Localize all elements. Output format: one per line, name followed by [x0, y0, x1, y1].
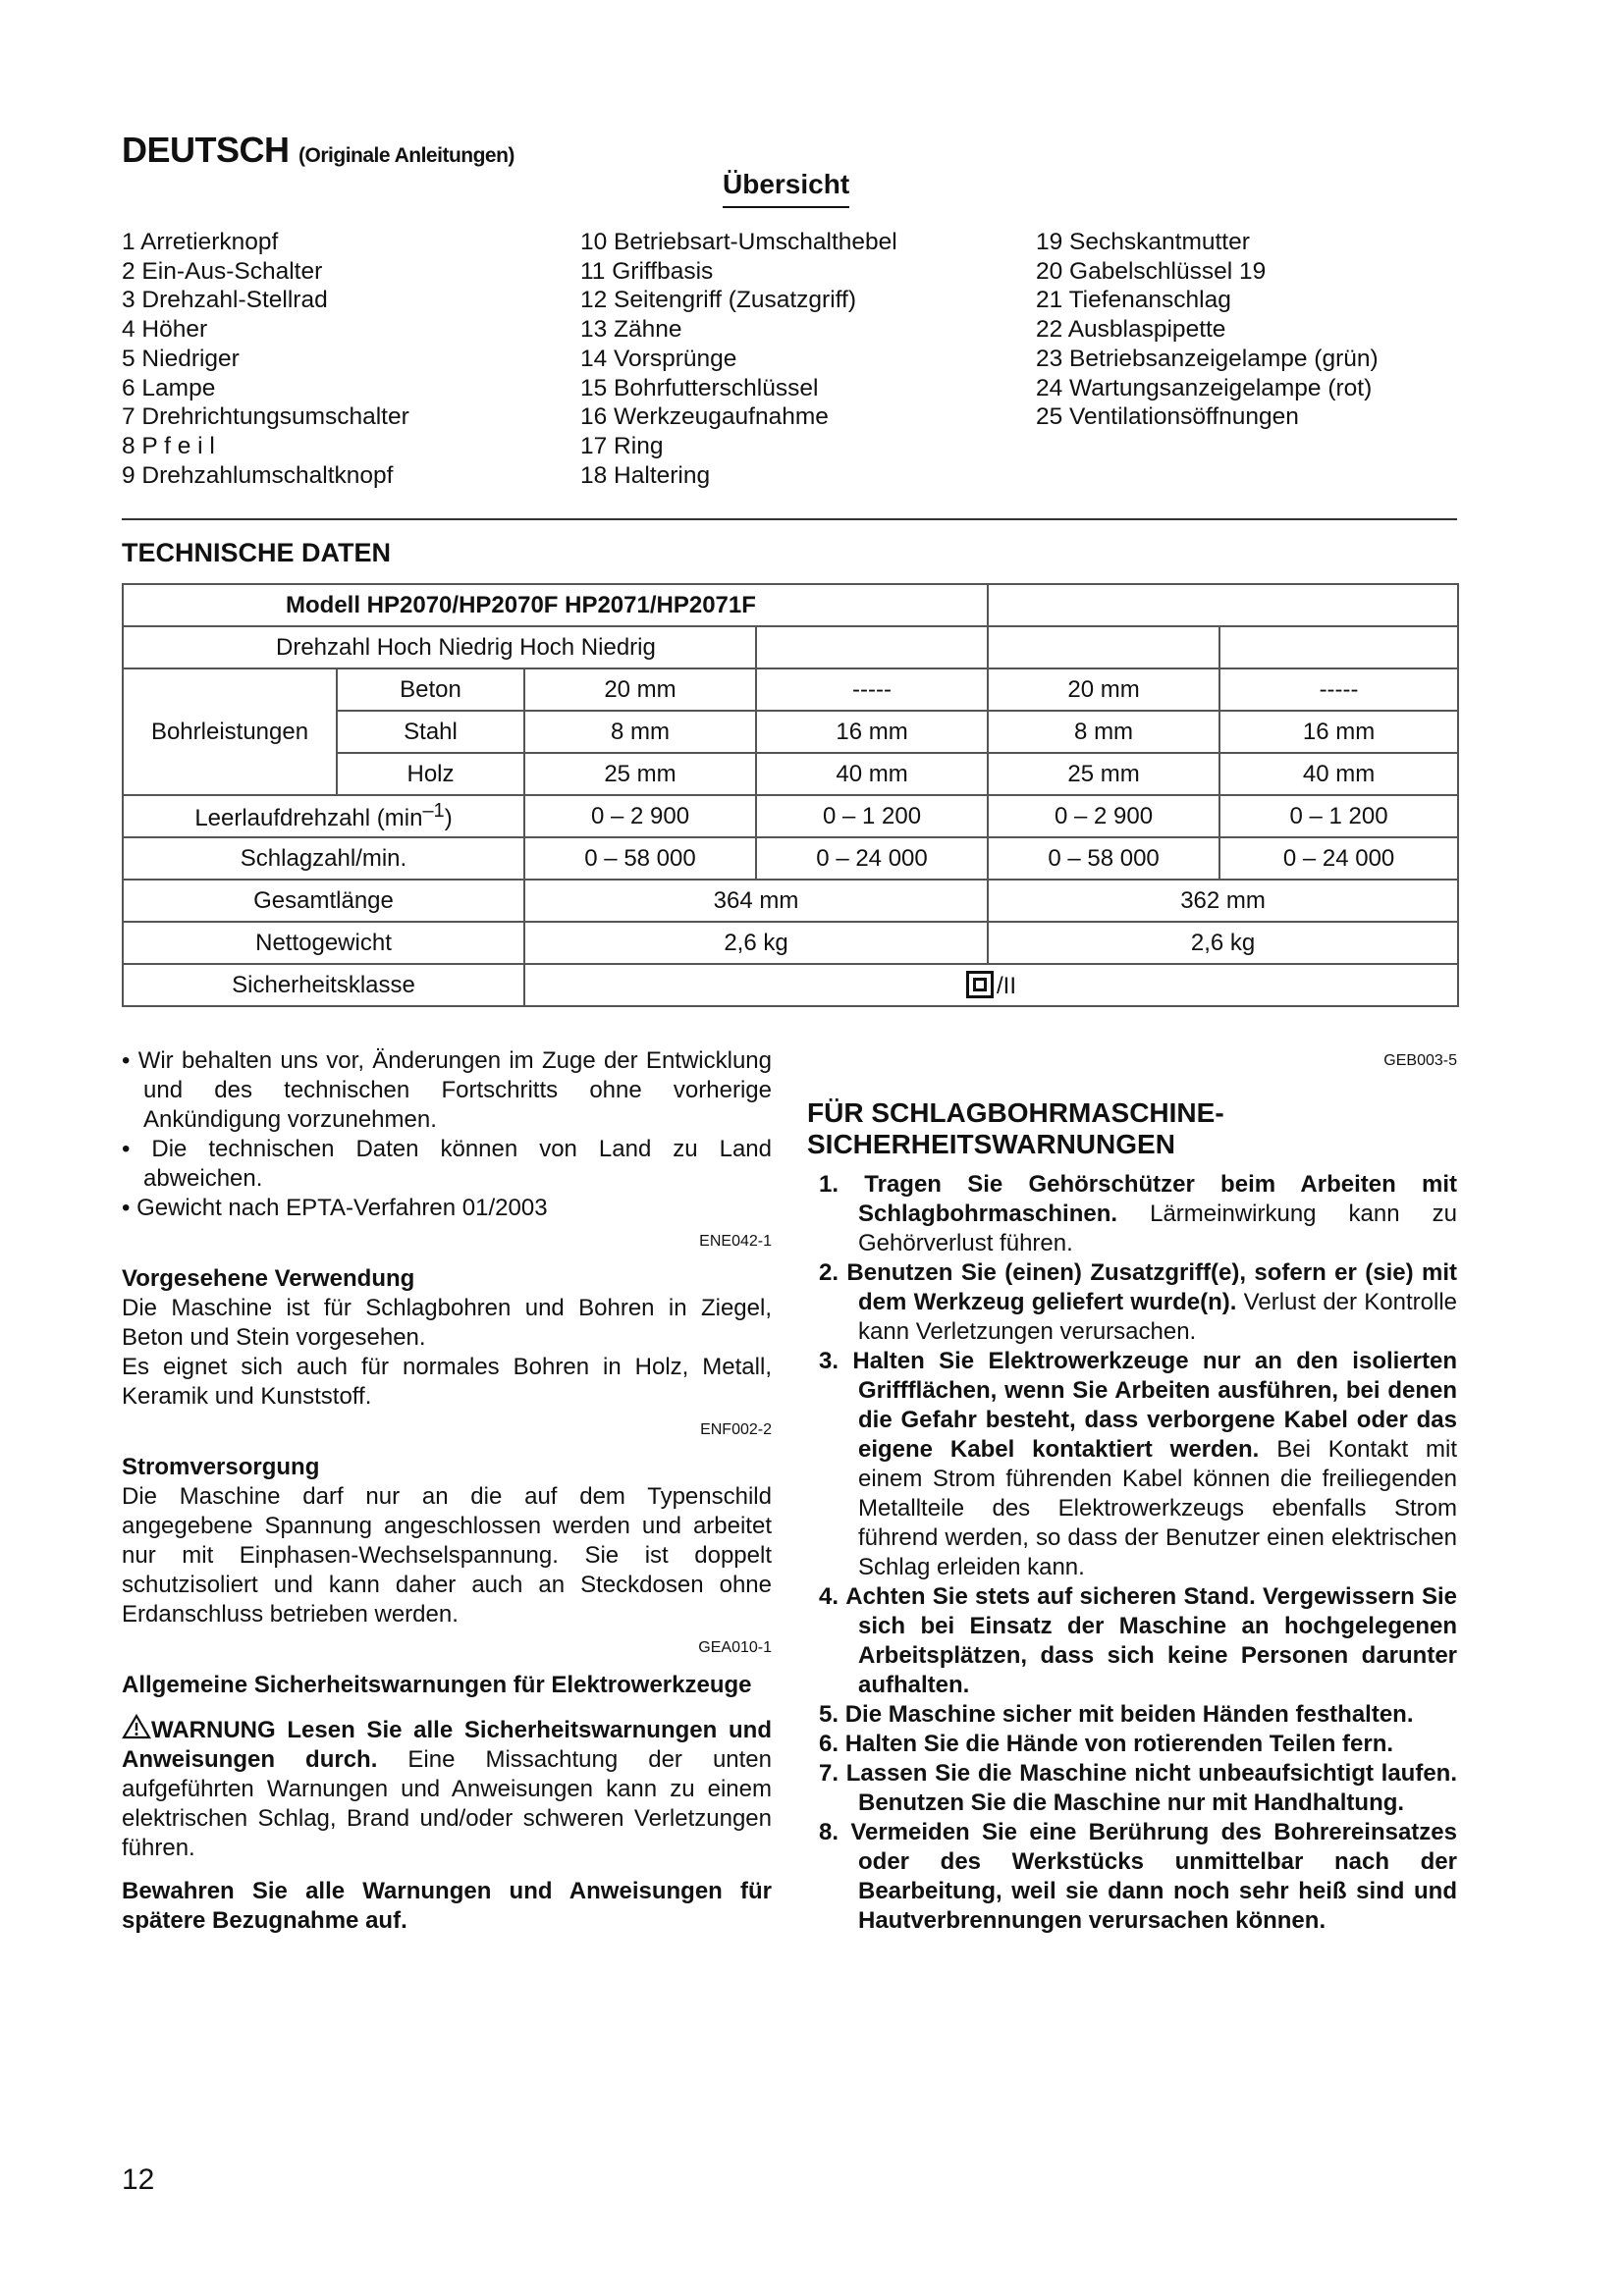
list-item: 13 Zähne	[580, 316, 682, 344]
list-item: 19 Sechskantmutter	[1036, 229, 1250, 255]
parts-list-col2	[580, 228, 897, 490]
paragraph: Es eignet sich auch für normales Bohren in Holz, Metall, Keramik und Kunststoff.	[122, 1354, 772, 1410]
table-cell: 364 mm	[524, 880, 988, 922]
table-cell: 20 mm	[988, 668, 1219, 711]
ref-code: GEB003-5	[1383, 1052, 1457, 1069]
table-cell: 16 mm	[1219, 711, 1458, 753]
section-language-heading	[122, 130, 514, 171]
table-cell: 2,6 kg	[988, 922, 1458, 964]
double-insulation-icon	[966, 971, 994, 998]
table-cell: 0 – 2 900	[524, 795, 756, 837]
section-heading: Allgemeine Sicherheitswarnungen für Elektrowerkzeuge	[122, 1672, 752, 1698]
list-item: 20 Gabelschlüssel 19	[1036, 257, 1267, 285]
ref-code: ENE042-1	[699, 1233, 772, 1250]
paragraph: Die Maschine ist für Schlagbohren und Bohren in Ziegel, Beton und Stein vorgesehen.	[122, 1295, 772, 1351]
table-cell	[988, 584, 1458, 626]
table-cell: 25 mm	[524, 753, 756, 795]
table-cell	[756, 626, 988, 668]
row-label	[123, 795, 524, 837]
list-item: 6 Lampe	[122, 374, 216, 401]
table-cell: 40 mm	[756, 753, 988, 795]
right-column	[807, 1046, 1457, 1936]
list-item: 2. Benutzen Sie (einen) Zusatzgriff(e), sofern er (sie) mit dem Werkzeug geliefert wurde(n). Verlust der Kontrolle kann Verletzungen verursachen.	[819, 1259, 1457, 1345]
label-sup: –1	[422, 800, 445, 822]
section-divider	[122, 518, 1457, 520]
list-item: • Die technischen Daten können von Land zu Land abweichen.	[122, 1136, 772, 1192]
list-item: 4. Achten Sie stets auf sicheren Stand. Vergewissern Sie sich bei Einsatz der Maschine an hochgelegenen Arbeitsplätzen, dass sich keine Personen darunter aufhalten.	[819, 1583, 1457, 1698]
list-item: 24 Wartungsanzeigelampe (rot)	[1036, 374, 1373, 401]
table-row	[123, 837, 1458, 880]
list-item: 15 Bohrfutterschlüssel	[580, 374, 819, 401]
list-item: 8 P f e i l	[122, 432, 215, 459]
list-item: 4 Höher	[122, 316, 208, 344]
list-item: 7 Drehrichtungsumschalter	[122, 403, 409, 431]
list-item: 25 Ventilationsöffnungen	[1036, 403, 1299, 431]
table-cell: 20 mm	[524, 668, 756, 711]
list-item: 14 Vorsprünge	[580, 345, 737, 372]
list-item: 2 Ein-Aus-Schalter	[122, 257, 323, 285]
ref-code: GEA010-1	[698, 1639, 772, 1656]
table-cell: 0 – 24 000	[1219, 837, 1458, 880]
list-item: 21 Tiefenanschlag	[1036, 287, 1231, 314]
table-row	[123, 626, 1458, 668]
table-cell: -----	[1219, 668, 1458, 711]
list-item: 9 Drehzahlumschaltknopf	[122, 461, 394, 489]
table-cell: 8 mm	[988, 711, 1219, 753]
safety-title: FÜR SCHLAGBOHRMASCHINE-SICHERHEITSWARNUNGEN	[807, 1097, 1224, 1159]
row-label: Nettogewicht	[123, 922, 524, 964]
model-cell: Modell HP2070/HP2070F HP2071/HP2071F	[123, 584, 988, 626]
language-label: DEUTSCH	[122, 130, 290, 170]
list-item: 1. Tragen Sie Gehörschützer beim Arbeiten mit Schlagbohrmaschinen. Lärmeinwirkung kann zu Gehörverlust führen.	[819, 1171, 1458, 1256]
table-cell: 0 – 58 000	[988, 837, 1219, 880]
language-subtitle: (Originale Anleitungen)	[298, 144, 514, 167]
row-sublabel: Holz	[337, 753, 524, 795]
keep-instructions: Bewahren Sie alle Warnungen und Anweisungen für spätere Bezugnahme auf.	[122, 1878, 772, 1934]
list-item: 17 Ring	[580, 432, 664, 459]
list-item: 16 Werkzeugaufnahme	[580, 403, 829, 431]
warning-bold: WARNUNG Lesen Sie alle Sicherheitswarnungen und Anweisungen durch.	[122, 1717, 772, 1773]
row-label: Gesamtlänge	[123, 880, 524, 922]
parts-list-col1	[122, 228, 409, 490]
table-cell: 0 – 24 000	[756, 837, 988, 880]
list-item: 3. Halten Sie Elektrowerkzeuge nur an den isolierten Griffflächen, wenn Sie Arbeiten ausführen, bei denen die Gefahr besteht, dass verborgene Kabel oder das eigene Kabel kontaktiert werden. Bei Kontakt mit einem Strom führenden Kabel können die freiliegenden Metallteile des Elektrowerkzeugs ebenfalls Strom führend werden, so dass der Benutzer einen elektrischen Schlag erleiden kann.	[819, 1348, 1458, 1580]
section-heading: Stromversorgung	[122, 1454, 320, 1480]
table-cell	[524, 964, 1458, 1006]
list-item: 3 Drehzahl-Stellrad	[122, 287, 328, 314]
table-cell	[988, 626, 1219, 668]
list-item: 22 Ausblaspipette	[1036, 316, 1226, 344]
list-item: 5 Niedriger	[122, 345, 240, 372]
label-text: Leerlaufdrehzahl (min	[194, 805, 423, 831]
speed-cell: Drehzahl Hoch Niedrig Hoch Niedrig	[123, 626, 756, 668]
table-row	[123, 584, 1458, 626]
table-row	[123, 964, 1458, 1006]
row-label: Bohrleistungen	[123, 668, 337, 795]
table-cell: 8 mm	[524, 711, 756, 753]
section-heading: Vorgesehene Verwendung	[122, 1265, 415, 1292]
table-cell: -----	[756, 668, 988, 711]
table-row	[123, 922, 1458, 964]
safety-list	[807, 1170, 1457, 1936]
list-item: 8. Vermeiden Sie eine Berührung des Bohrereinsatzes oder des Werkstücks unmittelbar nach der Bearbeitung, weil sie dann noch sehr heiß sind und Hautverbrennungen verursachen können.	[819, 1819, 1457, 1934]
list-item: 23 Betriebsanzeigelampe (grün)	[1036, 345, 1379, 372]
list-item: 18 Haltering	[580, 461, 711, 489]
table-cell: 0 – 1 200	[756, 795, 988, 837]
table-cell: 0 – 2 900	[988, 795, 1219, 837]
list-item: 10 Betriebsart-Umschalthebel	[580, 229, 897, 255]
page-number: 12	[122, 2163, 155, 2196]
spec-table	[122, 583, 1459, 1007]
warning-triangle-icon	[122, 1714, 151, 1739]
parts-list-col3	[1036, 228, 1379, 432]
table-cell: 25 mm	[988, 753, 1219, 795]
warning-paragraph	[122, 1714, 772, 1863]
table-cell: 40 mm	[1219, 753, 1458, 795]
table-cell: 0 – 58 000	[524, 837, 756, 880]
row-sublabel: Stahl	[337, 711, 524, 753]
table-cell: 0 – 1 200	[1219, 795, 1458, 837]
tech-data-title: TECHNISCHE DATEN	[122, 538, 392, 567]
table-row	[123, 880, 1458, 922]
paragraph: Die Maschine darf nur an die auf dem Typenschild angegebene Spannung angeschlossen werden und arbeitet nur mit Einphasen-Wechselspannung. Sie ist doppelt schutzisoliert und kann daher auch an Steckdosen ohne Erdanschluss betrieben werden.	[122, 1483, 772, 1628]
row-label: Schlagzahl/min.	[123, 837, 524, 880]
list-item: 5. Die Maschine sicher mit beiden Händen festhalten.	[819, 1701, 1414, 1728]
table-cell: 16 mm	[756, 711, 988, 753]
list-item: • Wir behalten uns vor, Änderungen im Zuge der Entwicklung und des technischen Fortschritts ohne vorherige Ankündigung vorzunehmen.	[122, 1047, 772, 1133]
warning-text: Eine Missachtung der unten aufgeführten Warnungen und Anweisungen kann zu einem elektrischen Schlag, Brand und/oder schweren Verletzungen führen.	[122, 1746, 772, 1861]
class-value: /II	[997, 972, 1017, 999]
table-row	[123, 668, 1458, 711]
row-label: Sicherheitsklasse	[123, 964, 524, 1006]
table-row	[123, 795, 1458, 837]
overview-title: Übersicht	[723, 169, 849, 208]
list-item: 11 Griffbasis	[580, 257, 714, 285]
list-item: 12 Seitengriff (Zusatzgriff)	[580, 287, 856, 314]
list-item: 7. Lassen Sie die Maschine nicht unbeaufsichtigt laufen. Benutzen Sie die Maschine nur mit Handhaltung.	[819, 1760, 1458, 1816]
table-cell: 2,6 kg	[524, 922, 988, 964]
label-close: )	[444, 805, 453, 831]
left-column	[122, 1046, 772, 1936]
table-cell: 362 mm	[988, 880, 1458, 922]
list-item: • Gewicht nach EPTA-Verfahren 01/2003	[122, 1195, 548, 1221]
table-cell	[1219, 626, 1458, 668]
row-sublabel: Beton	[337, 668, 524, 711]
ref-code: ENF002-2	[700, 1421, 772, 1438]
list-item: 6. Halten Sie die Hände von rotierenden Teilen fern.	[819, 1731, 1394, 1757]
list-item: 1 Arretierknopf	[122, 229, 279, 255]
